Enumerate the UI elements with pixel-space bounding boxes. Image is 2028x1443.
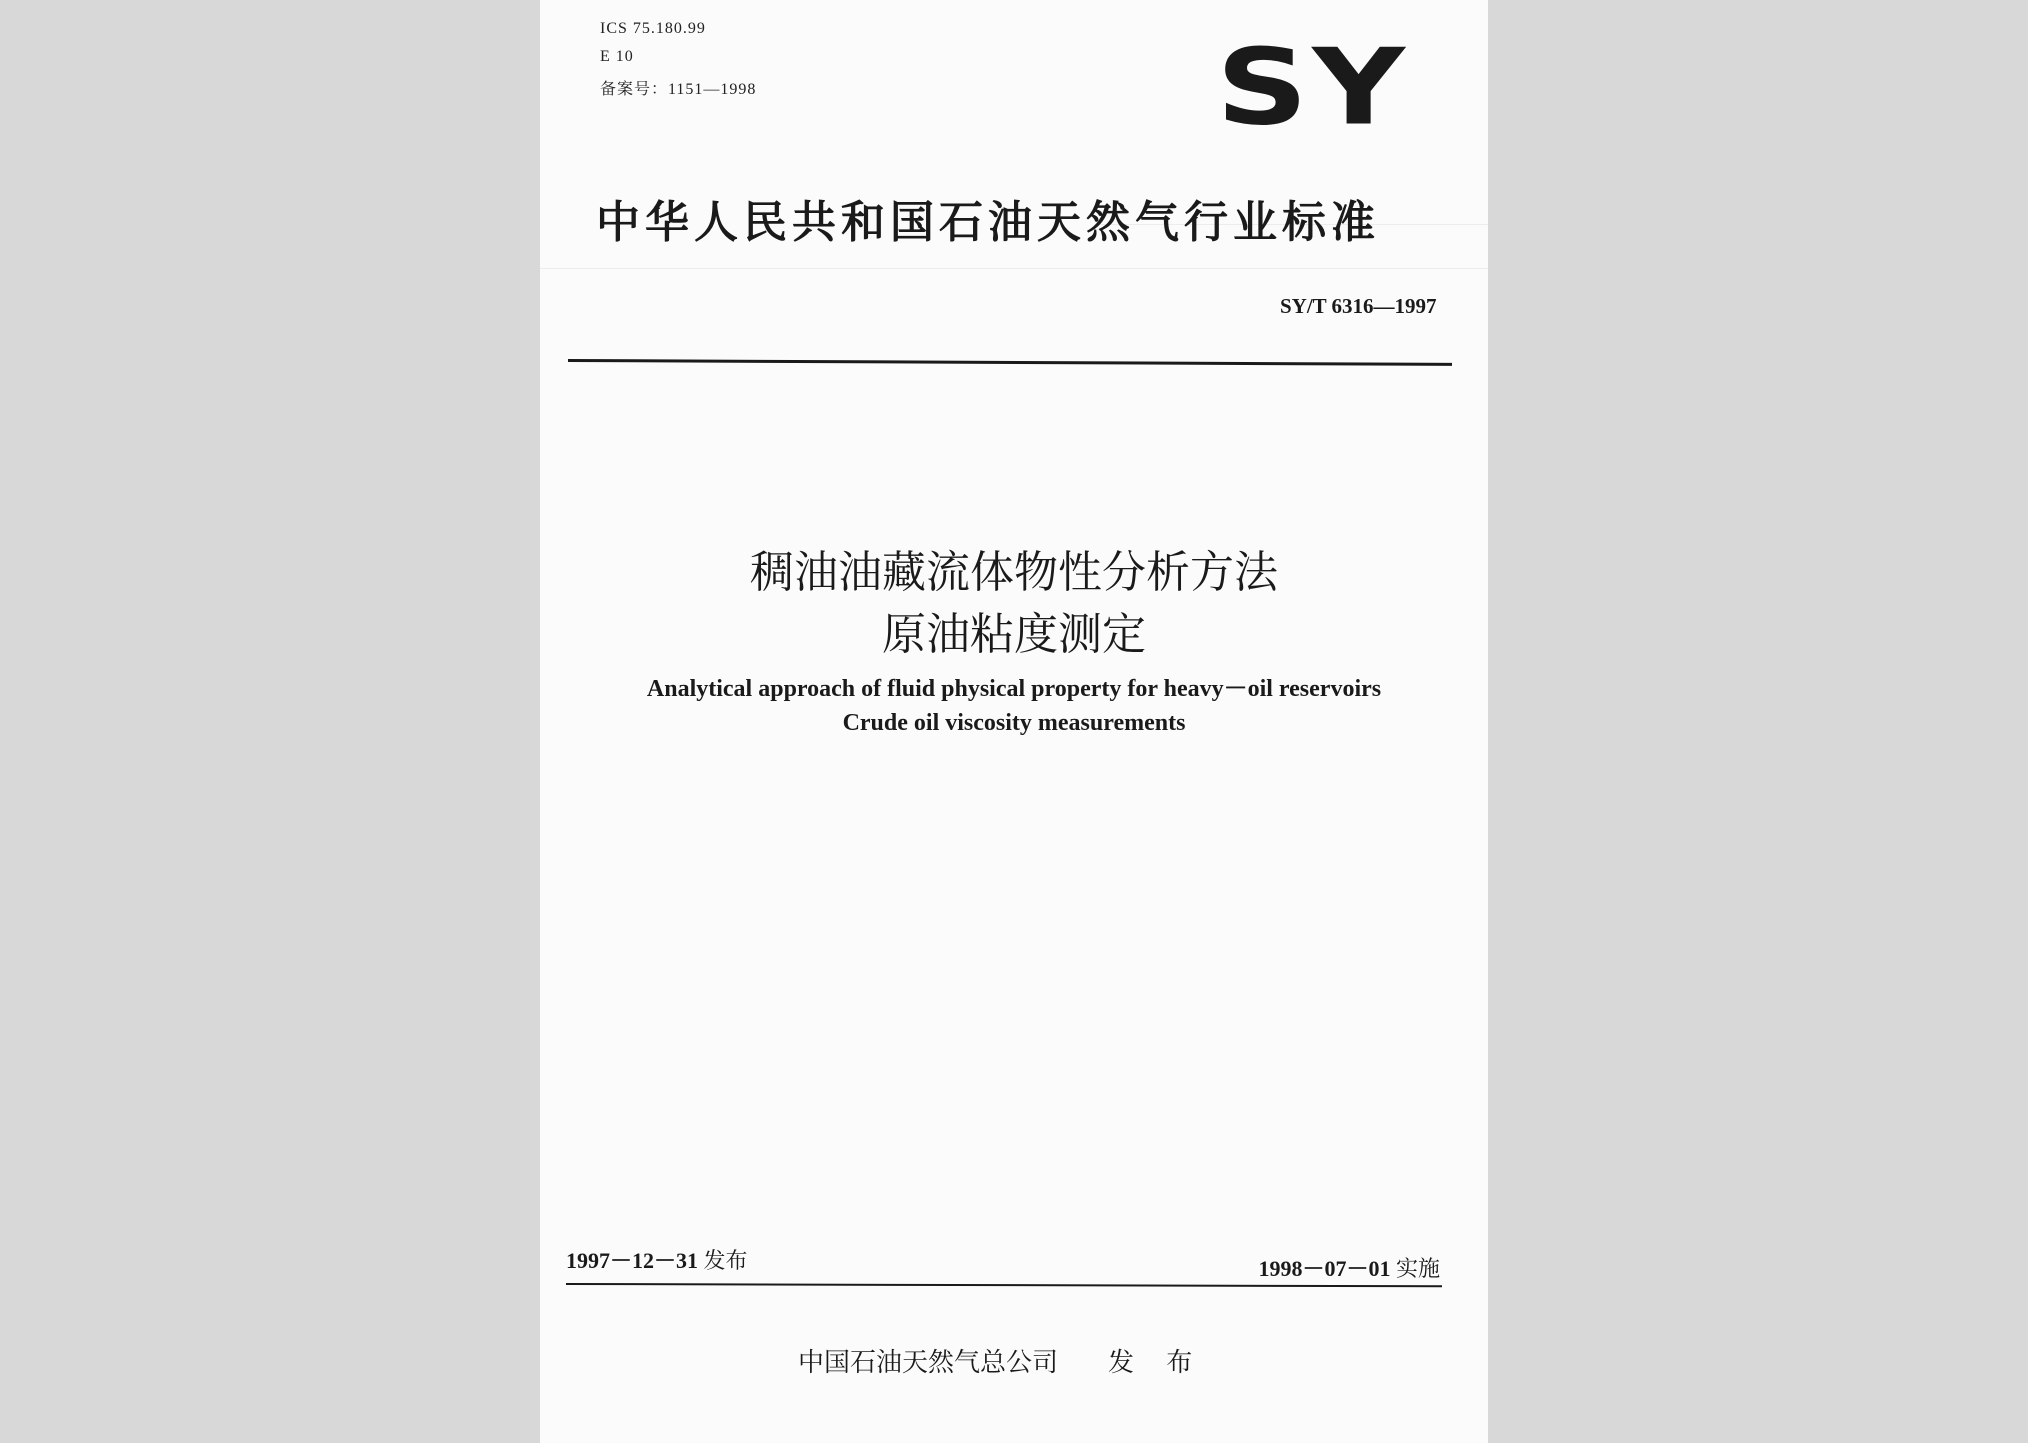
issue-date-block (566, 1244, 748, 1275)
header-divider (568, 359, 1452, 366)
chinese-title-line-2: 原油粘度测定 (882, 609, 1146, 660)
document-page (540, 0, 1488, 1443)
standard-number: SY/T 6316—1997 (1280, 294, 1437, 318)
classification-code: E 10 (600, 48, 634, 65)
industry-standard-title: 中华人民共和国石油天然气行业标准 (596, 197, 1380, 248)
scan-artifact (540, 268, 1488, 269)
publisher-name: 中国石油天然气总公司 (798, 1348, 1059, 1378)
filing-number: 备案号：1151—1998 (600, 81, 757, 98)
publisher-action: 发 布 (1108, 1348, 1205, 1378)
issue-label: 发布 (703, 1249, 748, 1274)
footer-divider (566, 1283, 1442, 1287)
effective-date: 1998－07－01 (1258, 1256, 1391, 1281)
effective-label: 实施 (1395, 1257, 1440, 1282)
issue-date: 1997－12－31 (566, 1248, 699, 1273)
english-title-line-2: Crude oil viscosity measurements (842, 710, 1186, 736)
chinese-title-line-1: 稠油油藏流体物性分析方法 (750, 547, 1278, 598)
publisher-block (798, 1342, 1204, 1379)
sy-logo: SY (1216, 26, 1409, 150)
ics-code: ICS 75.180.99 (600, 20, 706, 37)
effective-date-block (1258, 1252, 1440, 1283)
english-title-line-1: Analytical approach of fluid physical property for heavy－oil reservoirs (646, 676, 1382, 702)
